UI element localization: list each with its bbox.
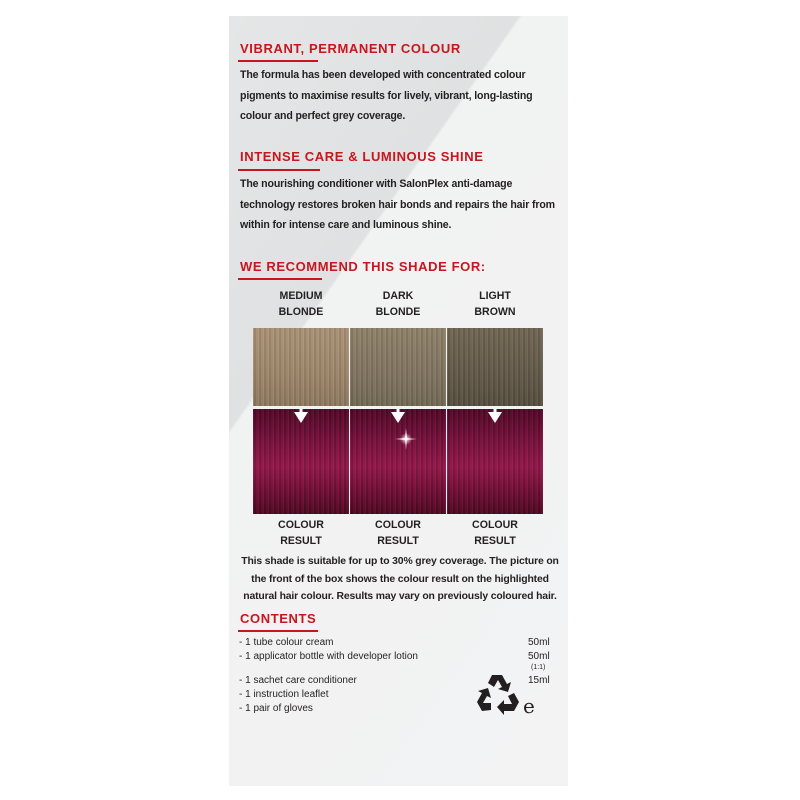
swatch-result-light-brown bbox=[447, 409, 543, 514]
swatch-light-brown bbox=[447, 328, 543, 406]
contents-item: - 1 tube colour cream bbox=[239, 637, 334, 648]
result-label-2: COLOUR RESULT bbox=[375, 519, 421, 547]
shade-label-light-brown: LIGHT BROWN bbox=[474, 290, 516, 318]
contents-item: - 1 pair of gloves bbox=[239, 703, 313, 714]
heading-rule-contents bbox=[238, 630, 318, 632]
paragraph-care: The nourishing conditioner with SalonPlex anti-damage technology restores broken hair bonds and repairs the hair from within for intense care and luminous shine. bbox=[240, 178, 555, 231]
contents-amount: 50ml bbox=[528, 651, 550, 662]
contents-item: - 1 sachet care conditioner bbox=[239, 675, 357, 686]
shade-label-medium-blonde: MEDIUM BLONDE bbox=[278, 290, 324, 318]
swatch-medium-blonde bbox=[253, 328, 349, 406]
heading-rule-care bbox=[238, 169, 320, 171]
grey-coverage-note: This shade is suitable for up to 30% grey coverage. The picture on the front of the box shows the colour result on the highlighted natural hair colour. Results may vary on previously coloured hair. bbox=[241, 556, 559, 602]
heading-rule-recommend bbox=[238, 278, 322, 280]
contents-item: - 1 instruction leaflet bbox=[239, 689, 329, 700]
heading-recommend: WE RECOMMEND THIS SHADE FOR: bbox=[240, 259, 486, 274]
recycle-icon bbox=[476, 671, 520, 715]
contents-item: - 1 applicator bottle with developer lotion bbox=[239, 651, 418, 662]
heading-care: INTENSE CARE & LUMINOUS SHINE bbox=[240, 149, 484, 164]
product-info-panel bbox=[229, 16, 568, 786]
swatch-result-medium-blonde bbox=[253, 409, 349, 514]
shade-label-dark-blonde: DARK BLONDE bbox=[375, 290, 421, 318]
result-label-1: COLOUR RESULT bbox=[278, 519, 324, 547]
paragraph-vibrant: The formula has been developed with concentrated colour pigments to maximise results for lively, vibrant, long-lasting colour and perfect grey coverage. bbox=[240, 69, 533, 122]
sparkle-icon bbox=[394, 427, 418, 451]
contents-amount: 50ml bbox=[528, 637, 550, 648]
contents-ratio: (1:1) bbox=[531, 664, 546, 671]
estimated-sign-mark: e bbox=[523, 694, 535, 718]
arrow-down-icon bbox=[390, 409, 406, 425]
arrow-down-icon bbox=[487, 409, 503, 425]
contents-amount: 15ml bbox=[528, 675, 550, 686]
result-label-3: COLOUR RESULT bbox=[472, 519, 518, 547]
swatch-dark-blonde bbox=[350, 328, 446, 406]
heading-rule-vibrant bbox=[238, 60, 318, 62]
heading-contents: CONTENTS bbox=[240, 611, 317, 626]
heading-vibrant: VIBRANT, PERMANENT COLOUR bbox=[240, 41, 461, 56]
arrow-down-icon bbox=[293, 409, 309, 425]
swatch-result-dark-blonde bbox=[350, 409, 446, 514]
